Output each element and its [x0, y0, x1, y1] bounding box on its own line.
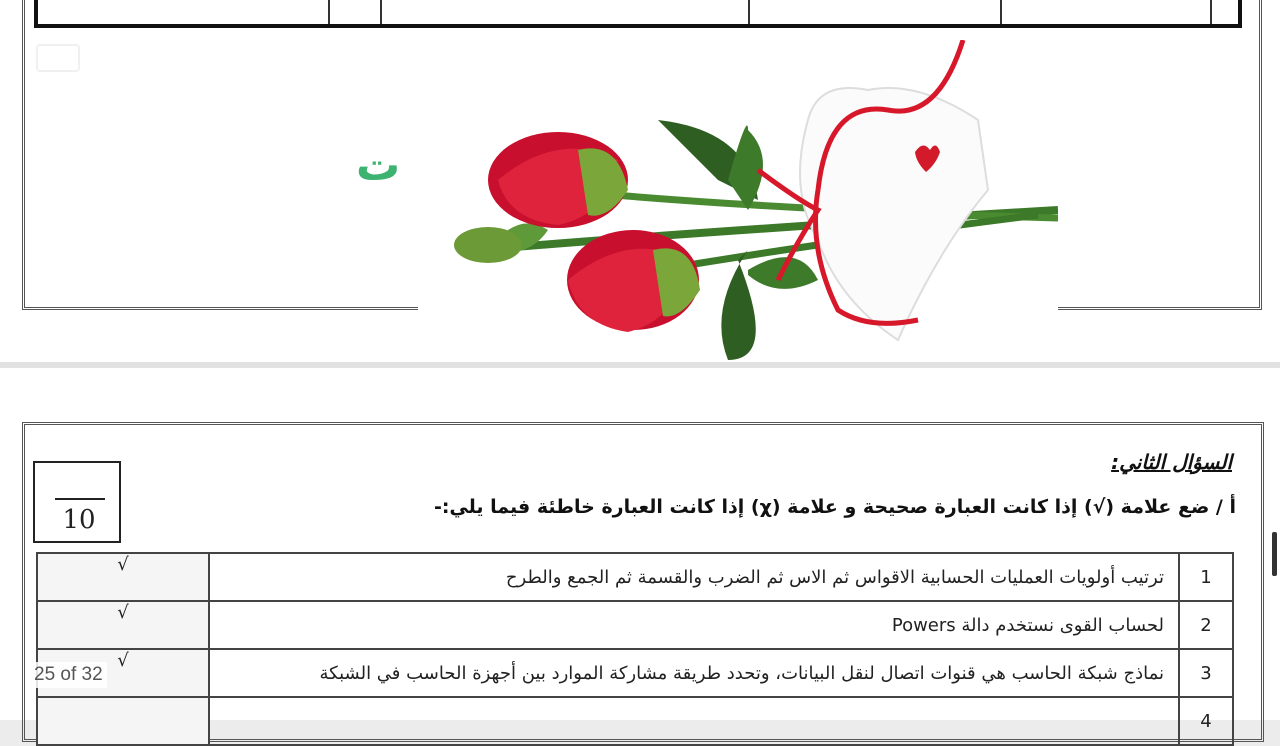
score-total: 10: [62, 505, 96, 535]
answer-mark: √: [37, 649, 209, 697]
header-cell: [328, 0, 380, 24]
true-false-table: [36, 552, 1234, 746]
row-statement: لحساب القوى نستخدم دالة Powers: [209, 601, 1179, 649]
answer-mark: √: [37, 553, 209, 601]
row-number: 2: [1179, 601, 1233, 649]
header-cell: [1210, 0, 1242, 24]
header-cell: [748, 0, 1000, 24]
table-row: [37, 649, 1233, 697]
row-statement: [209, 697, 1179, 745]
green-logo-glyph: ت: [356, 140, 401, 191]
row-number: 3: [1179, 649, 1233, 697]
table-row: [37, 697, 1233, 745]
question-title: السؤال الثاني:: [1111, 450, 1232, 474]
page-indicator[interactable]: 25 of 32: [30, 662, 107, 688]
header-table-strip: [34, 0, 1242, 28]
header-cell: [380, 0, 748, 24]
row-statement: ترتيب أولويات العمليات الحسابية الاقواس ثم الاس ثم الضرب والقسمة ثم الجمع والطرح: [209, 553, 1179, 601]
score-blank-line: [55, 498, 105, 500]
scrollbar-thumb[interactable]: [1272, 532, 1277, 576]
answer-mark: √: [37, 601, 209, 649]
score-box: [33, 461, 121, 543]
row-number: 1: [1179, 553, 1233, 601]
question-instruction: أ / ضع علامة (√) إذا كانت العبارة صحيحة و علامة (χ) إذا كانت العبارة خاطئة فيما يلي:-: [433, 496, 1236, 518]
table-row: [37, 553, 1233, 601]
document-page-top: [0, 0, 1280, 362]
answer-mark: [37, 697, 209, 745]
table-row: [37, 601, 1233, 649]
header-cell: [1000, 0, 1212, 24]
rose-bouquet-illustration: [418, 40, 1058, 362]
row-number: 4: [1179, 697, 1233, 745]
row-statement: نماذج شبكة الحاسب هي قنوات اتصال لنقل البيانات، وتحدد طريقة مشاركة الموارد بين أجهزة الحاسب في الشبكة: [209, 649, 1179, 697]
faded-envelope-icon: [36, 44, 80, 72]
